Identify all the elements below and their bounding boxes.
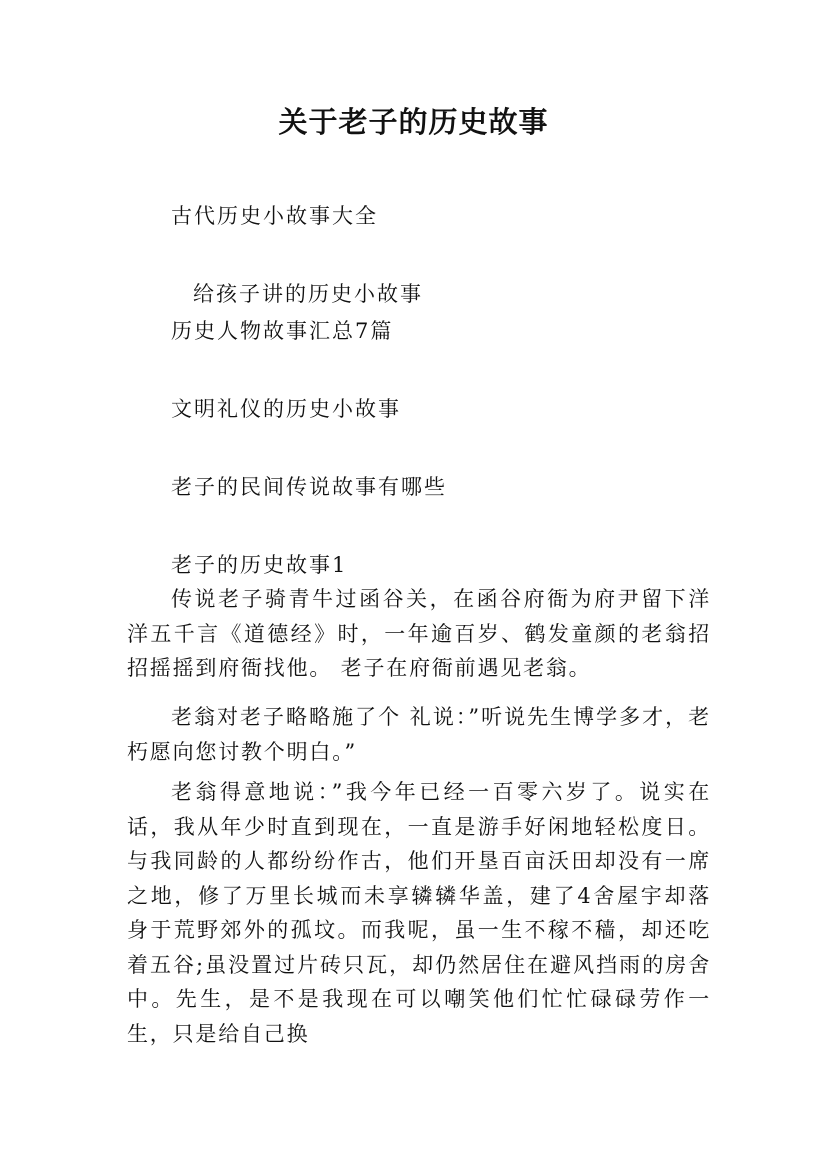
paragraph: 传说老子骑青牛过函谷关，在函谷府衙为府尹留下洋洋五千言《道德经》时，一年逾百岁、鹤发童颜的老翁招招摇摇到府衙找他。 老子在府衙前遇见老翁。: [127, 587, 711, 680]
related-link[interactable]: 历史人物故事汇总7篇: [171, 319, 394, 343]
paragraph: 老翁对老子略略施了个 礼说：”听说先生博学多才，老朽愿向您讨教个明白。”: [127, 705, 711, 764]
paragraph: 老翁得意地说：”我今年已经一百零六岁了。说实在话，我从年少时直到现在，一直是游手好闲地轻松度日。与我同龄的人都纷纷作古，他们开垦百亩沃田却没有一席之地，修了万里长城而未享辚辚华盖，建了4舍屋宇却落身于荒野郊外的孤坟。而我呢，虽一生不稼不穑，却还吃着五谷;虽没置过片砖只瓦，却仍然居住在避风挡雨的房舍中。先生，是不是我现在可以嘲笑他们忙忙碌碌劳作一生，只是给自己换: [127, 780, 711, 1046]
related-link[interactable]: 文明礼仪的历史小故事: [171, 397, 401, 421]
related-link[interactable]: 老子的民间传说故事有哪些: [171, 475, 447, 499]
document-title: 关于老子的历史故事: [278, 105, 549, 139]
section-heading: 老子的历史故事1: [171, 553, 348, 577]
related-link[interactable]: 给孩子讲的历史小故事: [193, 282, 423, 306]
related-link[interactable]: 古代历史小故事大全: [171, 204, 378, 228]
